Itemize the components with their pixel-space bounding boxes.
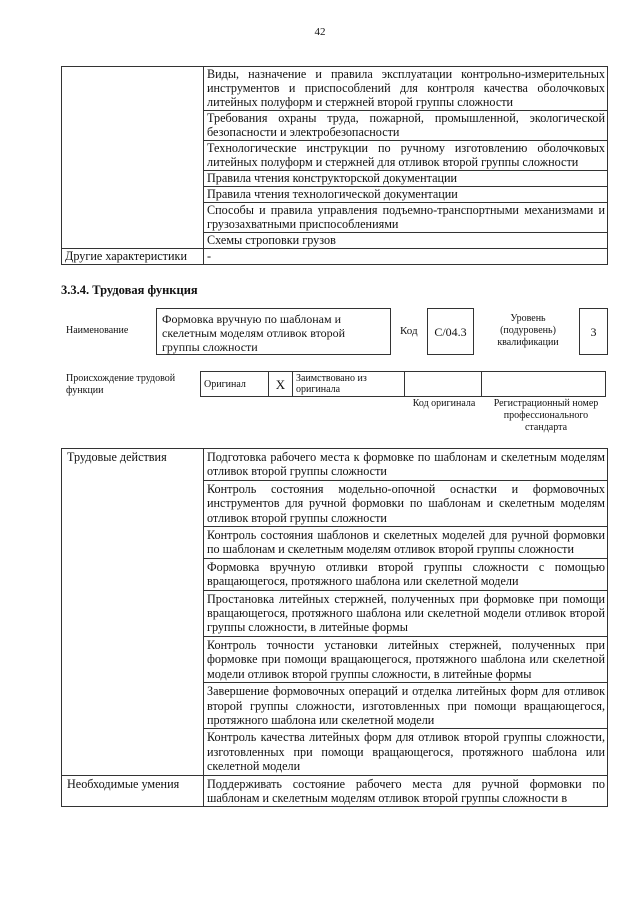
name-label: Наименование	[66, 325, 129, 336]
labor-action-item: Контроль качества литейных форм для отливок второй группы сложности, изготовленных при помощи вращающегося, протяжного шаблона или скелетной модели	[204, 729, 608, 775]
function-name-box: Формовка вручную по шаблонам и скелетным моделям отливок второй группы сложности	[156, 308, 391, 355]
knowledge-item: Виды, назначение и правила эксплуатации контрольно-измерительных инструментов и приспособлений для контроля качества оболочковых литейных полуформ и стержней второй группы сложности	[204, 67, 608, 111]
origin-reg-caption: Регистрационный номер профессионального стандарта	[493, 398, 599, 433]
knowledge-label-cell	[62, 67, 204, 249]
skill-item: Поддерживать состояние рабочего места для ручной формовки по шаблонам и скелетным моделям отливок второй группы сложности в	[204, 775, 608, 807]
knowledge-item: Технологические инструкции по ручному изготовлению оболочковых литейных полуформ и стержней для отливок второй группы сложности	[204, 141, 608, 171]
origin-mark: X	[269, 372, 293, 397]
labor-action-item: Контроль точности установки литейных стержней, полученных при формовке при помощи вращающегося, протяжного шаблона или скелетной модели отливок второй группы сложности, в литейные формы	[204, 636, 608, 682]
labor-action-item: Формовка вручную отливки второй группы сложности с помощью вращающегося, протяжного шаблона или скелетной модели	[204, 558, 608, 590]
skills-label: Необходимые умения	[62, 775, 204, 807]
origin-table	[200, 371, 606, 397]
qualification-level-box: 3	[579, 308, 608, 355]
page-number: 42	[314, 26, 326, 38]
other-characteristics-label: Другие характеристики	[62, 249, 204, 265]
origin-label: Происхождение трудовой функции	[66, 373, 176, 396]
function-code-box: С/04.3	[427, 308, 474, 355]
knowledge-item: Требования охраны труда, пожарной, промышленной, экологической безопасности и электробезопасности	[204, 111, 608, 141]
labor-action-item: Завершение формовочных операций и отделка литейных форм для отливок второй группы сложности, изготовленных при помощи вращающегося, протяжного шаблона или скелетной модели	[204, 683, 608, 729]
section-heading: 3.3.4. Трудовая функция	[61, 283, 198, 297]
labor-function-table	[61, 448, 608, 807]
labor-action-item: Контроль состояния модельно-опочной оснастки и формовочных инструментов для ручной формовки по шаблонам и скелетным моделям отливок второй группы сложности	[204, 480, 608, 526]
code-label: Код	[400, 325, 418, 337]
labor-action-item: Подготовка рабочего места к формовке по шаблонам и скелетным моделям отливок второй группы сложности	[204, 449, 608, 481]
origin-original-cell: Оригинал	[201, 372, 269, 397]
other-characteristics-value: -	[204, 249, 608, 265]
level-label: Уровень (подуровень) квалификации	[497, 313, 559, 348]
knowledge-item: Схемы строповки грузов	[204, 233, 608, 249]
knowledge-item: Правила чтения конструкторской документации	[204, 171, 608, 187]
origin-code-cell	[405, 372, 482, 397]
labor-action-item: Контроль состояния шаблонов и скелетных моделей для ручной формовки по шаблонам и скелетным моделям отливок второй группы сложности	[204, 527, 608, 559]
knowledge-item: Способы и правила управления подъемно-транспортными механизмами и грузозахватными приспособлениями	[204, 203, 608, 233]
knowledge-item: Правила чтения технологической документации	[204, 187, 608, 203]
origin-code-caption: Код оригинала	[412, 398, 476, 409]
labor-actions-label: Трудовые действия	[62, 449, 204, 776]
labor-action-item: Простановка литейных стержней, полученных при формовке при помощи вращающегося, протяжного шаблона или скелетной модели отливок второй группы сложности, в литейные формы	[204, 590, 608, 636]
origin-reg-number-cell	[482, 372, 606, 397]
origin-borrowed-cell: Заимствовано из оригинала	[293, 372, 405, 397]
knowledge-table	[61, 66, 608, 265]
